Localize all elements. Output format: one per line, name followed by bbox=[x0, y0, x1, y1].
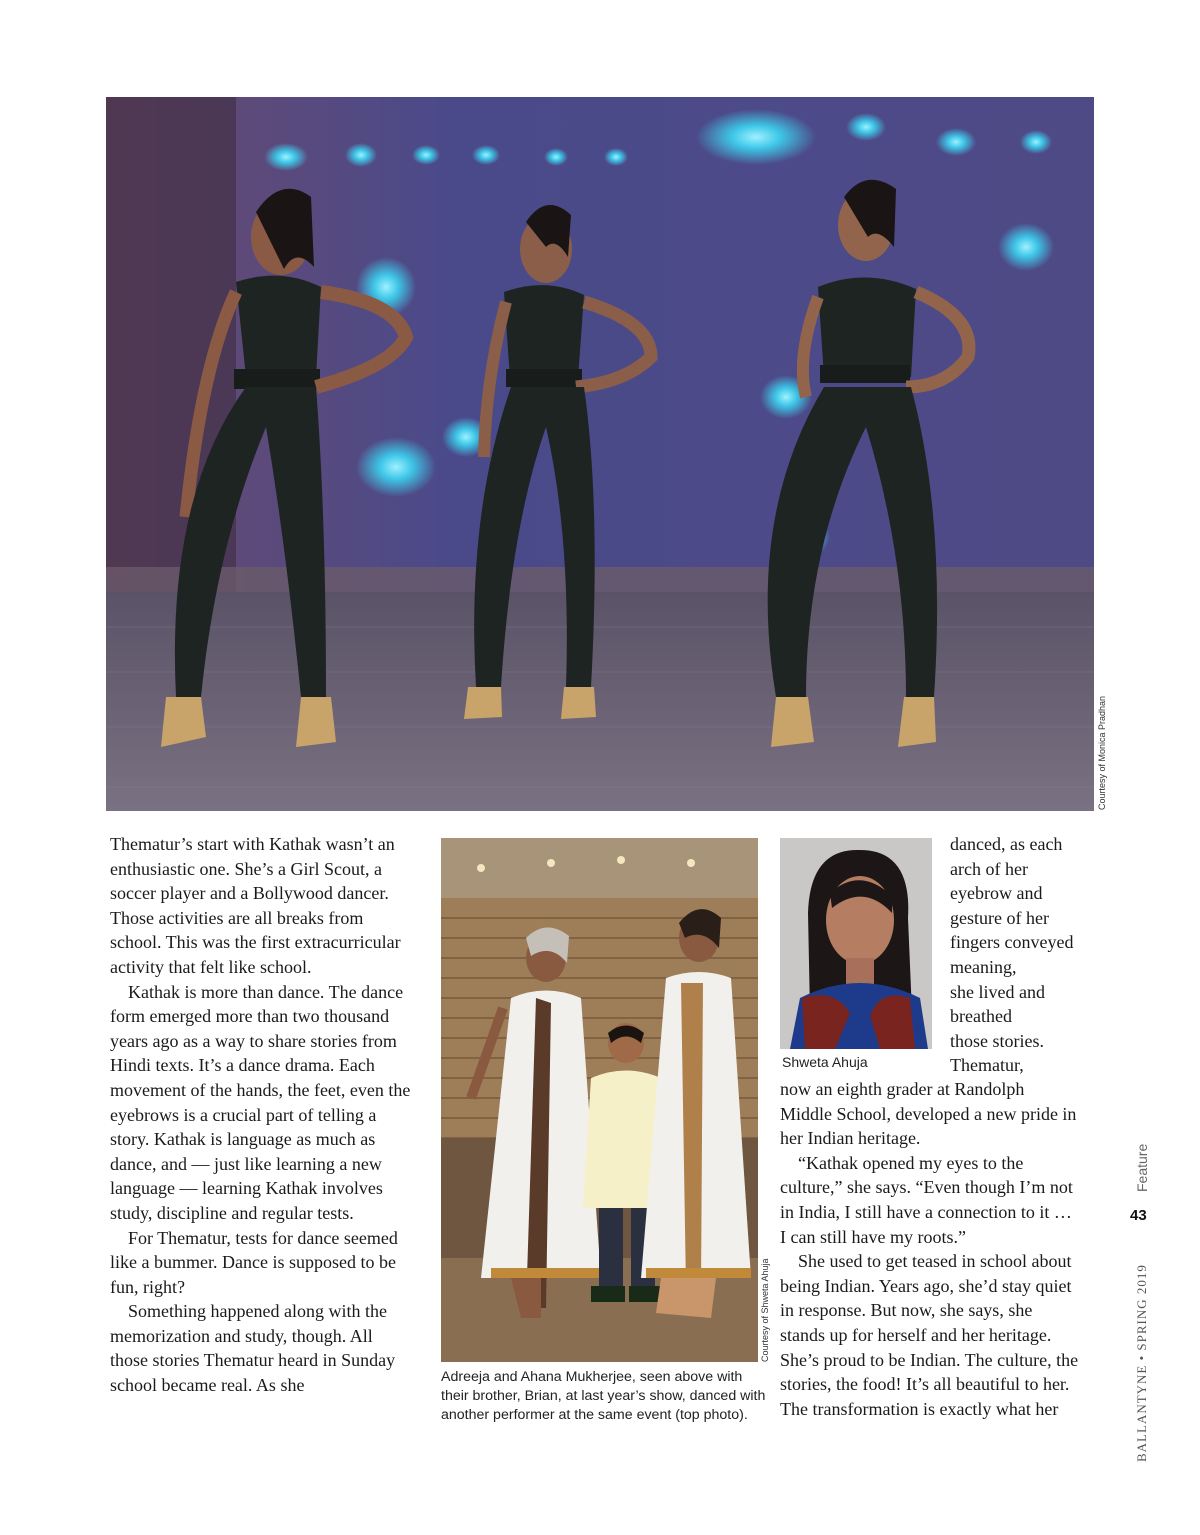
paragraph: For Thematur, tests for dance seemed like a bummer. Dance is supposed to be fun, right? bbox=[110, 1227, 398, 1297]
wrap-line: eyebrow and bbox=[950, 883, 1043, 904]
wrap-line: gesture of her bbox=[950, 907, 1049, 928]
article-column-3 bbox=[780, 1077, 1080, 1421]
wrap-line: Thematur, bbox=[950, 1055, 1024, 1076]
middle-photo-caption: Adreeja and Ahana Mukherjee, seen above with their brother, Brian, at last year’s show, danced with another performer at the same event (top photo). bbox=[441, 1369, 766, 1423]
paragraph: now an eighth grader at Randolph Middle School, developed a new pride in her Indian heritage. bbox=[780, 1079, 1077, 1149]
section-label: Feature bbox=[1134, 1143, 1150, 1192]
wrap-line: breathed bbox=[950, 1006, 1012, 1027]
article-column-3-wrap bbox=[950, 832, 1090, 1078]
top-photo-credit: Courtesy of Monica Pradhan bbox=[1097, 695, 1107, 810]
article-column-1 bbox=[110, 832, 415, 1398]
page-number: 43 bbox=[1130, 1207, 1147, 1224]
shweta-ahuja-portrait bbox=[780, 838, 932, 1049]
siblings-auditorium-photo bbox=[441, 838, 758, 1362]
wrap-line: arch of her bbox=[950, 858, 1028, 879]
portrait-caption: Shweta Ahuja bbox=[782, 1054, 868, 1070]
wrap-line: danced, as each bbox=[950, 834, 1063, 854]
wrap-line: she lived and bbox=[950, 981, 1045, 1002]
dancers-stage-photo bbox=[106, 97, 1094, 811]
paragraph: Something happened along with the memorization and study, though. All those stories Thematur heard in Sunday school became real. As she bbox=[110, 1301, 396, 1396]
magazine-issue: BALLANTYNE • SPRING 2019 bbox=[1134, 1264, 1149, 1462]
wrap-line: fingers conveyed bbox=[950, 932, 1074, 953]
wrap-line: meaning, bbox=[950, 956, 1017, 977]
paragraph: Kathak is more than dance. The dance form emerged more than two thousand years ago as a way to share stories from Hindi texts. It’s a dance drama. Each movement of the hands, the feet, even the eyebrows is a crucial part of telling a story. Kathak is language as much as dance, and — just like learning a new language — learning Kathak involves study, discipline and regular tests. bbox=[110, 981, 411, 1223]
middle-photo-credit: Courtesy of Shweta Ahuja bbox=[760, 1258, 770, 1362]
paragraph: She used to get teased in school about being Indian. Years ago, she’d stay quiet in response. But now, she says, she stands up for herself and her heritage. She’s proud to be Indian. The culture, the stories, the food! It’s all beautiful to her. The transformation is exactly what her bbox=[780, 1251, 1079, 1419]
paragraph: Thematur’s start with Kathak wasn’t an enthusiastic one. She’s a Girl Scout, a soccer player and a Bollywood dancer. Those activities are all breaks from school. This was the first extracurricular activity that felt like school. bbox=[110, 834, 401, 977]
wrap-line: those stories. bbox=[950, 1030, 1044, 1051]
paragraph: “Kathak opened my eyes to the culture,” she says. “Even though I’m not in India, I still have a connection to it … I can still have my roots.” bbox=[780, 1152, 1073, 1247]
